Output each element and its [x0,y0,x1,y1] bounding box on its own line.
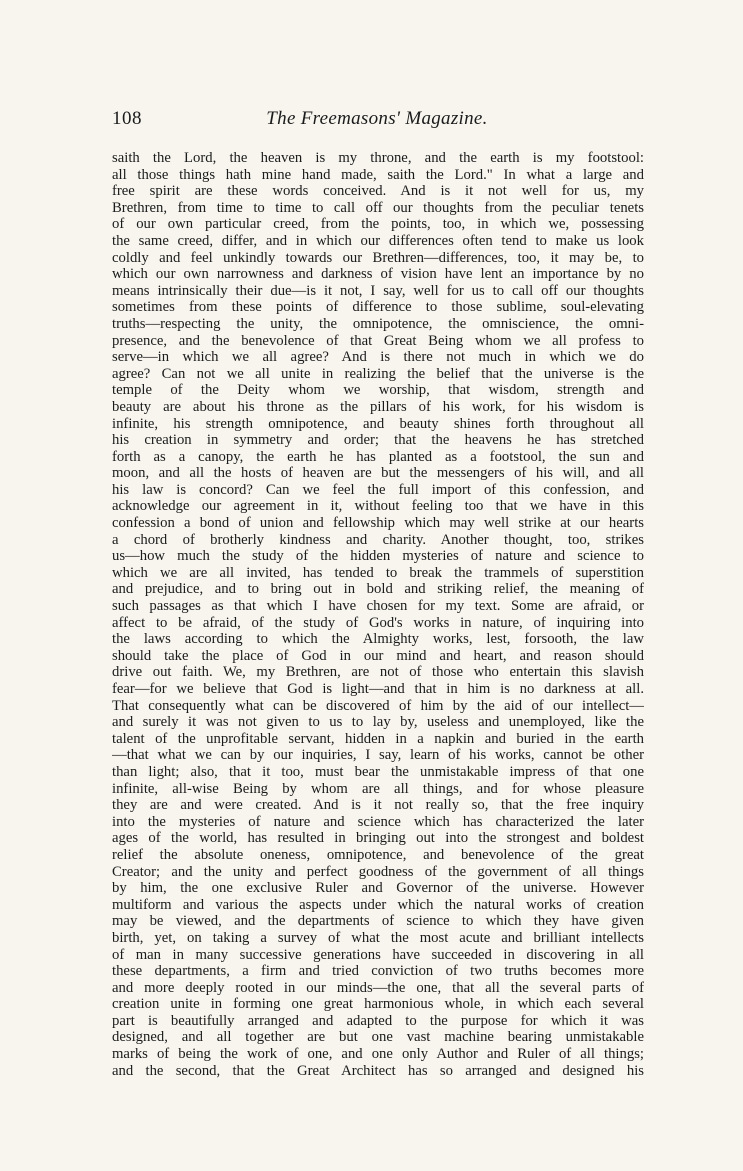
text-line: birth, yet, on taking a survey of what the most acute and brilliant intellects [112,929,644,946]
text-line: and more deeply rooted in our minds—the one, that all the several parts of [112,979,644,996]
text-line: infinite, his strength omnipotence, and beauty shines forth throughout all [112,415,644,432]
text-line: —that what we can by our inquiries, I say, learn of his works, cannot be other [112,747,644,764]
text-line: means intrinsically their due—is it not, I say, well for us to call off our thoughts [112,282,644,299]
text-line: which we are all invited, has tended to break the trammels of superstition [112,564,644,581]
text-line: they are and were created. And is it not really so, that the free inquiry [112,797,644,814]
text-line: truths—respecting the unity, the omnipotence, the omniscience, the omni- [112,315,644,332]
text-line: drive out faith. We, my Brethren, are not of those who entertain this slavish [112,664,644,681]
text-line: coldly and feel unkindly towards our Brethren—differences, too, it may be, to [112,249,644,266]
text-line: of man in many successive generations have succeeded in discovering in all [112,946,644,963]
text-line: free spirit are these words conceived. And is it not well for us, my [112,183,644,200]
text-line: sometimes from these points of difference to those sublime, soul-elevating [112,299,644,316]
text-line: his creation in symmetry and order; that the heavens he has stretched [112,432,644,449]
text-line: which our own narrowness and darkness of vision have lent an importance by no [112,266,644,283]
text-line: presence, and the benevolence of that Great Being whom we all profess to [112,332,644,349]
text-line: marks of being the work of one, and one only Author and Ruler of all things; [112,1046,644,1063]
text-line: by him, the one exclusive Ruler and Governor of the universe. However [112,880,644,897]
text-line: agree? Can not we all unite in realizing the belief that the universe is the [112,365,644,382]
text-line: That consequently what can be discovered of him by the aid of our intellect— [112,697,644,714]
text-line: serve—in which we all agree? And is there not much in which we do [112,349,644,366]
text-line: the laws according to which the Almighty works, lest, forsooth, the law [112,631,644,648]
text-line: creation unite in forming one great harmonious whole, in which each several [112,996,644,1013]
text-line: may be viewed, and the departments of science to which they have given [112,913,644,930]
text-line: infinite, all-wise Being by whom are all things, and for whose pleasure [112,780,644,797]
article-body [112,150,644,1079]
text-line: forth as a canopy, the earth he has planted as a footstool, the sun and [112,448,644,465]
text-line: and surely it was not given to us to lay by, useless and unemployed, like the [112,714,644,731]
text-line: these departments, a firm and tried conviction of two truths becomes more [112,963,644,980]
text-line: the same creed, differ, and in which our differences often tend to make us look [112,232,644,249]
text-line: multiform and various the aspects under which the natural works of creation [112,896,644,913]
text-line: fear—for we believe that God is light—and that in him is no darkness at all. [112,681,644,697]
text-line: than light; also, that it too, must bear the unmistakable impress of that one [112,763,644,780]
text-line: into the mysteries of nature and science which has characterized the later [112,813,644,830]
text-line: affect to be afraid, of the study of God's works in nature, of inquiring into [112,614,644,631]
text-line: and prejudice, and to bring out in bold and striking relief, the meaning of [112,581,644,598]
text-line: designed, and all together are but one vast machine bearing unmistakable [112,1029,644,1046]
text-line: Brethren, from time to time to call off our thoughts from the peculiar tenets [112,199,644,216]
text-line: saith the Lord, the heaven is my throne, and the earth is my footstool: [112,150,644,166]
text-line: beauty are about his throne as the pillars of his work, for his wisdom is [112,398,644,415]
text-line: us—how much the study of the hidden mysteries of nature and science to [112,548,644,565]
text-line: such passages as that which I have chosen for my text. Some are afraid, or [112,598,644,615]
text-line: a chord of brotherly kindness and charity. Another thought, too, strikes [112,531,644,548]
text-line: his law is concord? Can we feel the full import of this confession, and [112,481,644,498]
text-line: and the second, that the Great Architect has so arranged and designed his [112,1062,644,1079]
text-line: should take the place of God in our mind and heart, and reason should [112,647,644,664]
text-line: ages of the world, has resulted in bringing out into the strongest and boldest [112,830,644,847]
text-line: of our own particular creed, from the points, too, in which we, possessing [112,216,644,233]
page-number: 108 [112,108,142,129]
text-line: part is beautifully arranged and adapted to the purpose for which it was [112,1012,644,1029]
text-line: confession a bond of union and fellowship which may well strike at our hearts [112,515,644,532]
text-line: moon, and all the hosts of heaven are but the messengers of his will, and all [112,465,644,482]
running-title: The Freemasons' Magazine. [266,108,488,129]
text-line: temple of the Deity whom we worship, that wisdom, strength and [112,382,644,399]
text-line: relief the absolute oneness, omnipotence, and benevolence of the great [112,846,644,863]
text-line: talent of the unprofitable servant, hidden in a napkin and buried in the earth [112,730,644,747]
text-line: Creator; and the unity and perfect goodness of the government of all things [112,863,644,880]
text-line: all those things hath mine hand made, saith the Lord." In what a large and [112,166,644,183]
page-header [112,108,642,136]
text-line: acknowledge our agreement in it, without feeling too that we have in this [112,498,644,515]
